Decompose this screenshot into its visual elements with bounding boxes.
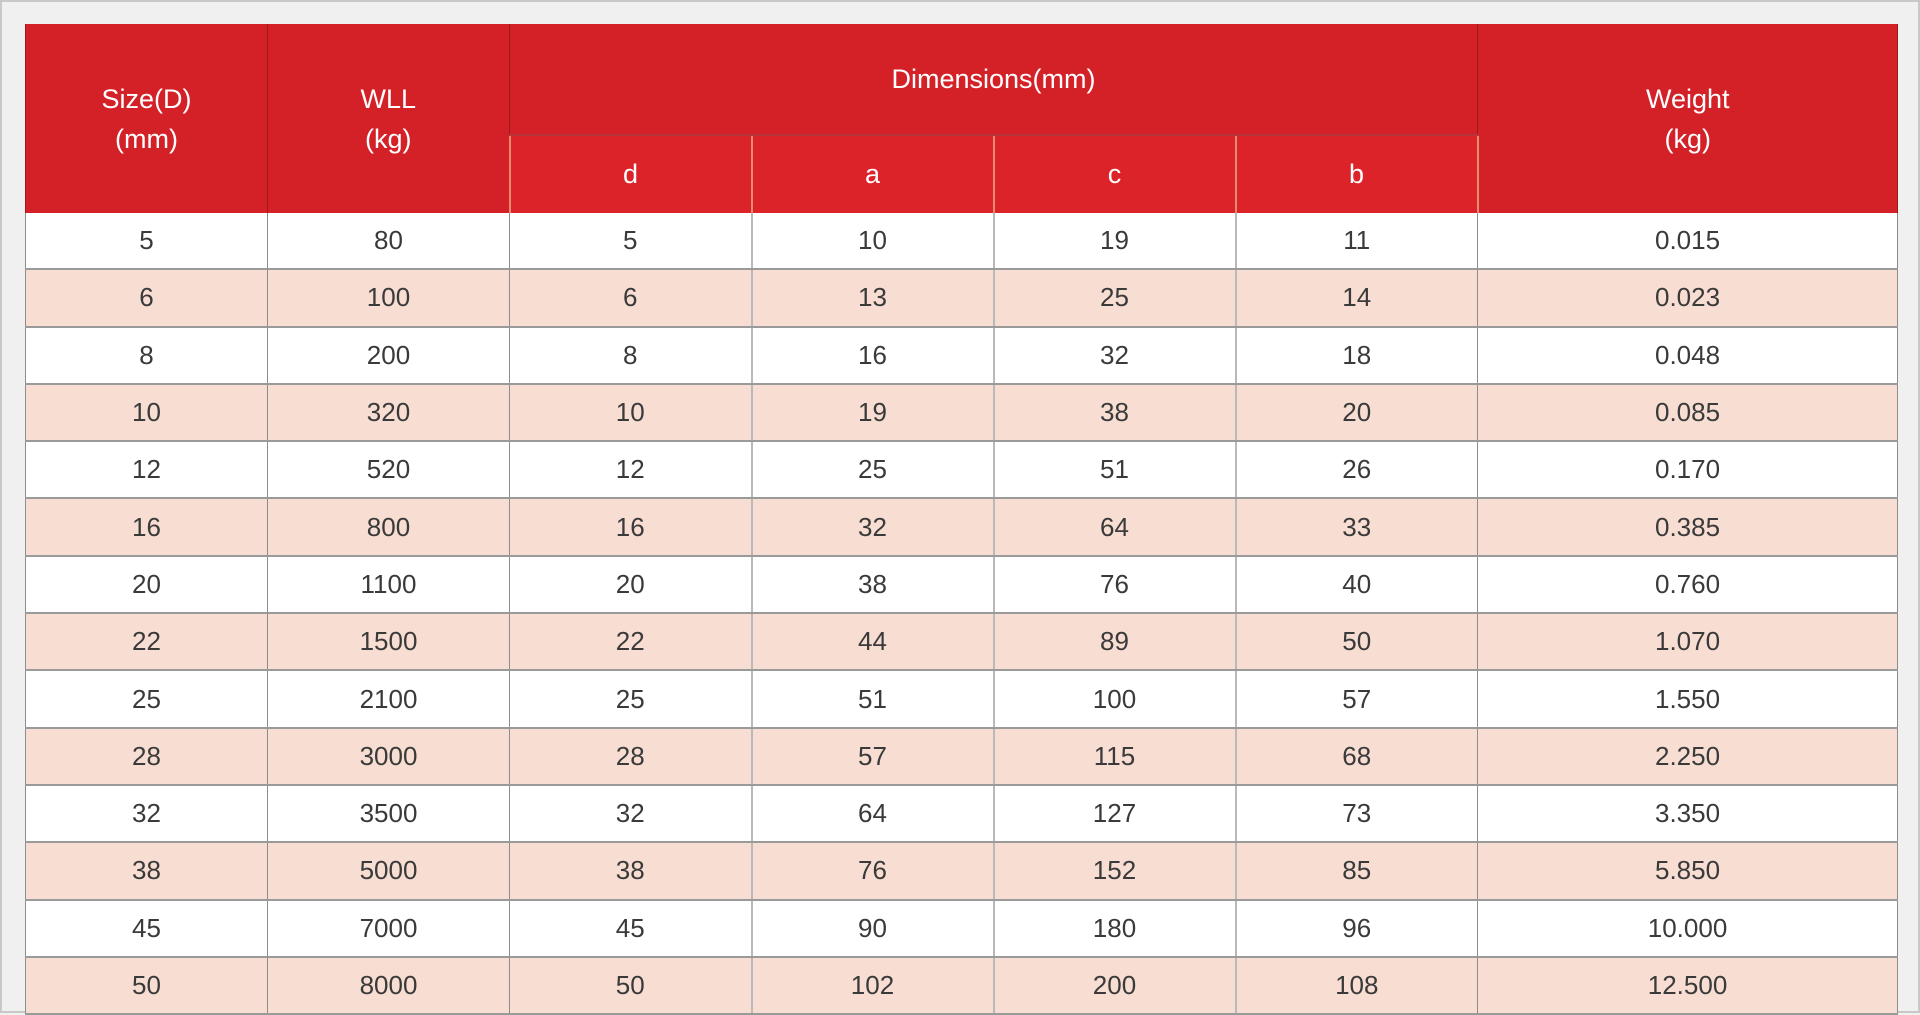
header-weight-label: Weight	[1646, 83, 1730, 114]
header-wll-unit: (kg)	[365, 123, 412, 154]
cell-weight: 10.000	[1478, 900, 1898, 957]
cell-a: 13	[752, 269, 994, 326]
cell-a: 57	[752, 728, 994, 785]
cell-c: 152	[994, 842, 1236, 899]
cell-b: 96	[1236, 900, 1478, 957]
table-row	[26, 213, 1898, 269]
cell-a: 51	[752, 670, 994, 727]
header-dim-a: a	[752, 135, 994, 213]
table-row	[26, 785, 1898, 842]
cell-a: 102	[752, 957, 994, 1014]
cell-d: 5	[510, 213, 752, 269]
cell-size: 28	[26, 728, 268, 785]
table-row	[26, 327, 1898, 384]
table-row	[26, 842, 1898, 899]
cell-c: 19	[994, 213, 1236, 269]
cell-wll: 520	[268, 441, 510, 498]
cell-size: 32	[26, 785, 268, 842]
cell-weight: 0.170	[1478, 441, 1898, 498]
cell-c: 32	[994, 327, 1236, 384]
cell-d: 45	[510, 900, 752, 957]
cell-d: 32	[510, 785, 752, 842]
cell-wll: 800	[268, 498, 510, 555]
cell-wll: 7000	[268, 900, 510, 957]
cell-wll: 3000	[268, 728, 510, 785]
cell-c: 76	[994, 556, 1236, 613]
cell-a: 76	[752, 842, 994, 899]
cell-weight: 1.550	[1478, 670, 1898, 727]
cell-wll: 200	[268, 327, 510, 384]
cell-size: 12	[26, 441, 268, 498]
table-row	[26, 613, 1898, 670]
cell-size: 8	[26, 327, 268, 384]
cell-weight: 5.850	[1478, 842, 1898, 899]
cell-c: 180	[994, 900, 1236, 957]
cell-weight: 1.070	[1478, 613, 1898, 670]
cell-a: 25	[752, 441, 994, 498]
cell-c: 100	[994, 670, 1236, 727]
table-row	[26, 670, 1898, 727]
cell-b: 20	[1236, 384, 1478, 441]
cell-size: 45	[26, 900, 268, 957]
cell-c: 25	[994, 269, 1236, 326]
cell-c: 89	[994, 613, 1236, 670]
cell-wll: 8000	[268, 957, 510, 1014]
cell-d: 12	[510, 441, 752, 498]
cell-b: 108	[1236, 957, 1478, 1014]
cell-a: 64	[752, 785, 994, 842]
cell-weight: 3.350	[1478, 785, 1898, 842]
cell-d: 22	[510, 613, 752, 670]
cell-wll: 100	[268, 269, 510, 326]
cell-a: 32	[752, 498, 994, 555]
header-size-label: Size(D)	[101, 83, 192, 114]
cell-b: 68	[1236, 728, 1478, 785]
cell-a: 90	[752, 900, 994, 957]
header-dim-d: d	[510, 135, 752, 213]
cell-c: 200	[994, 957, 1236, 1014]
cell-d: 10	[510, 384, 752, 441]
cell-b: 73	[1236, 785, 1478, 842]
cell-b: 11	[1236, 213, 1478, 269]
cell-weight: 12.500	[1478, 957, 1898, 1014]
cell-b: 40	[1236, 556, 1478, 613]
table-row	[26, 556, 1898, 613]
cell-b: 33	[1236, 498, 1478, 555]
cell-wll: 5000	[268, 842, 510, 899]
header-size	[26, 24, 268, 213]
table-row	[26, 728, 1898, 785]
cell-size: 22	[26, 613, 268, 670]
cell-a: 44	[752, 613, 994, 670]
cell-weight: 2.250	[1478, 728, 1898, 785]
cell-c: 51	[994, 441, 1236, 498]
cell-size: 10	[26, 384, 268, 441]
cell-b: 50	[1236, 613, 1478, 670]
table-row	[26, 498, 1898, 555]
header-size-unit: (mm)	[115, 123, 178, 154]
cell-weight: 0.023	[1478, 269, 1898, 326]
cell-b: 57	[1236, 670, 1478, 727]
cell-d: 20	[510, 556, 752, 613]
cell-d: 8	[510, 327, 752, 384]
cell-b: 26	[1236, 441, 1478, 498]
table-body	[26, 213, 1898, 1014]
cell-wll: 2100	[268, 670, 510, 727]
cell-d: 6	[510, 269, 752, 326]
specification-table	[25, 24, 1898, 1015]
cell-wll: 3500	[268, 785, 510, 842]
cell-a: 10	[752, 213, 994, 269]
cell-d: 25	[510, 670, 752, 727]
cell-a: 19	[752, 384, 994, 441]
cell-d: 38	[510, 842, 752, 899]
cell-b: 18	[1236, 327, 1478, 384]
cell-weight: 0.385	[1478, 498, 1898, 555]
table-row	[26, 441, 1898, 498]
cell-size: 6	[26, 269, 268, 326]
cell-wll: 320	[268, 384, 510, 441]
header-wll-label: WLL	[360, 83, 417, 114]
cell-b: 85	[1236, 842, 1478, 899]
cell-c: 64	[994, 498, 1236, 555]
table-row	[26, 269, 1898, 326]
table-row	[26, 957, 1898, 1014]
header-dim-c: c	[994, 135, 1236, 213]
cell-b: 14	[1236, 269, 1478, 326]
cell-c: 38	[994, 384, 1236, 441]
table-row	[26, 900, 1898, 957]
cell-c: 127	[994, 785, 1236, 842]
cell-weight: 0.048	[1478, 327, 1898, 384]
header-wll	[268, 24, 510, 213]
cell-size: 50	[26, 957, 268, 1014]
cell-size: 20	[26, 556, 268, 613]
cell-weight: 0.085	[1478, 384, 1898, 441]
cell-d: 50	[510, 957, 752, 1014]
cell-size: 16	[26, 498, 268, 555]
header-dimensions: Dimensions(mm)	[510, 24, 1478, 135]
cell-c: 115	[994, 728, 1236, 785]
cell-wll: 1500	[268, 613, 510, 670]
cell-size: 25	[26, 670, 268, 727]
cell-d: 16	[510, 498, 752, 555]
header-weight	[1478, 24, 1898, 213]
cell-a: 16	[752, 327, 994, 384]
cell-size: 38	[26, 842, 268, 899]
cell-weight: 0.015	[1478, 213, 1898, 269]
cell-weight: 0.760	[1478, 556, 1898, 613]
cell-a: 38	[752, 556, 994, 613]
table-row	[26, 384, 1898, 441]
cell-d: 28	[510, 728, 752, 785]
cell-wll: 1100	[268, 556, 510, 613]
cell-wll: 80	[268, 213, 510, 269]
table-header	[26, 24, 1898, 213]
cell-size: 5	[26, 213, 268, 269]
header-weight-unit: (kg)	[1664, 123, 1712, 154]
header-dim-b: b	[1236, 135, 1478, 213]
